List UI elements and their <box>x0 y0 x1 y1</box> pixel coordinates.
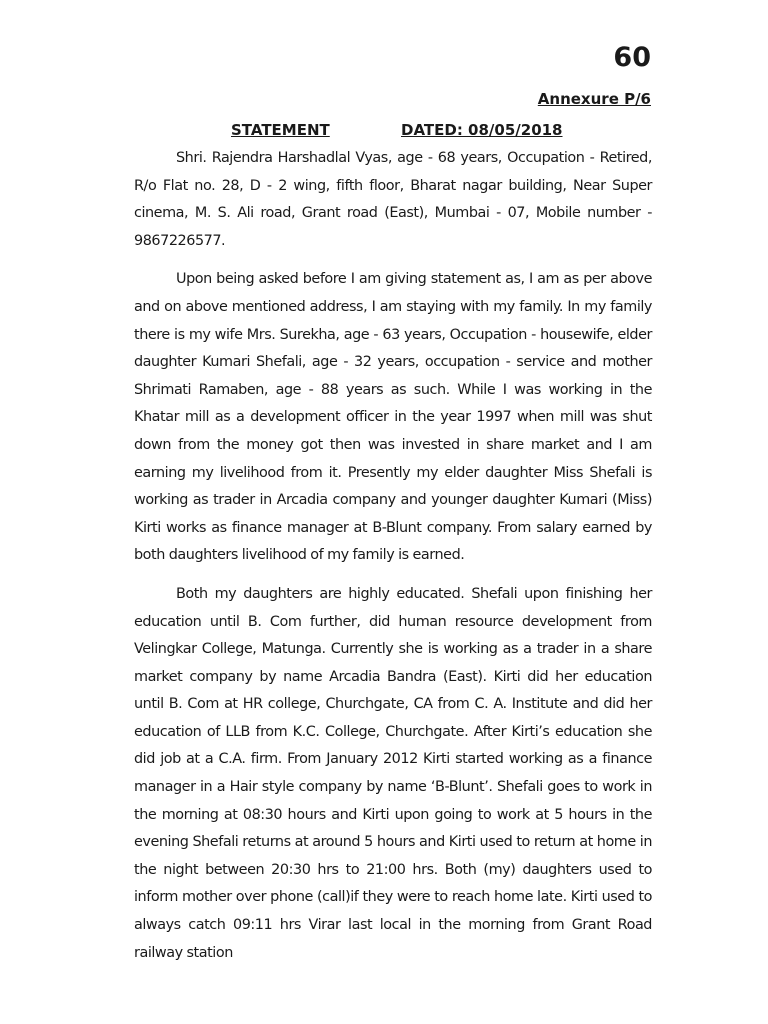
statement-title: STATEMENT <box>231 121 330 139</box>
statement-body <box>134 145 652 978</box>
statement-date: DATED: 08/05/2018 <box>401 121 563 139</box>
page-number: 60 <box>613 42 651 73</box>
paragraph-daughters: Both my daughters are highly educated. Shefali upon finishing her education until B. Com further, did human resource development from Velingkar College, Matunga. Currently she is working as a trader in a share market company by name Arcadia Bandra (East). Kirti did her education until B. Com at HR college, Churchgate, CA from C. A. Institute and did her education of LLB from K.C. College, Churchgate. After Kirti’s education she did job at a C.A. firm. From January 2012 Kirti started working as a finance manager in a Hair style company by name ‘B-Blunt’. Shefali goes to work in the morning at 08:30 hours and Kirti upon going to work at 5 hours in the evening Shefali returns at around 5 hours and Kirti used to return at home in the night between 20:30 hrs to 21:00 hrs. Both (my) daughters used to inform mother over phone (call)if they were to reach home late. Kirti used to always catch 09:11 hrs Virar last local in the morning from Grant Road railway station <box>134 585 652 961</box>
annexure-label: Annexure P/6 <box>537 90 651 108</box>
statement-heading <box>134 117 651 143</box>
paragraph-identity: Shri. Rajendra Harshadlal Vyas, age - 68 years, Occupation - Retired, R/o Flat no. 28, D - 2 wing, fifth floor, Bharat nagar building, Near Super cinema, M. S. Ali road, Grant road (East), Mumbai - 07, Mobile number - 9867226577. <box>134 150 652 249</box>
paragraph-family: Upon being asked before I am giving statement as, I am as per above and on above mentioned address, I am staying with my family. In my family there is my wife Mrs. Surekha, age - 63 years, Occupation - housewife, elder daughter Kumari Shefali, age - 32 years, occupation - service and mother Shrimati Ramaben, age - 88 years as such. While I was working in the Khatar mill as a development officer in the year 1997 when mill was shut down from the money got then was invested in share market and I am earning my livelihood from it. Presently my elder daughter Miss Shefali is working as trader in Arcadia company and younger daughter Kumari (Miss) Kirti works as finance manager at B-Blunt company. From salary earned by both daughters livelihood of my family is earned. <box>134 271 652 564</box>
